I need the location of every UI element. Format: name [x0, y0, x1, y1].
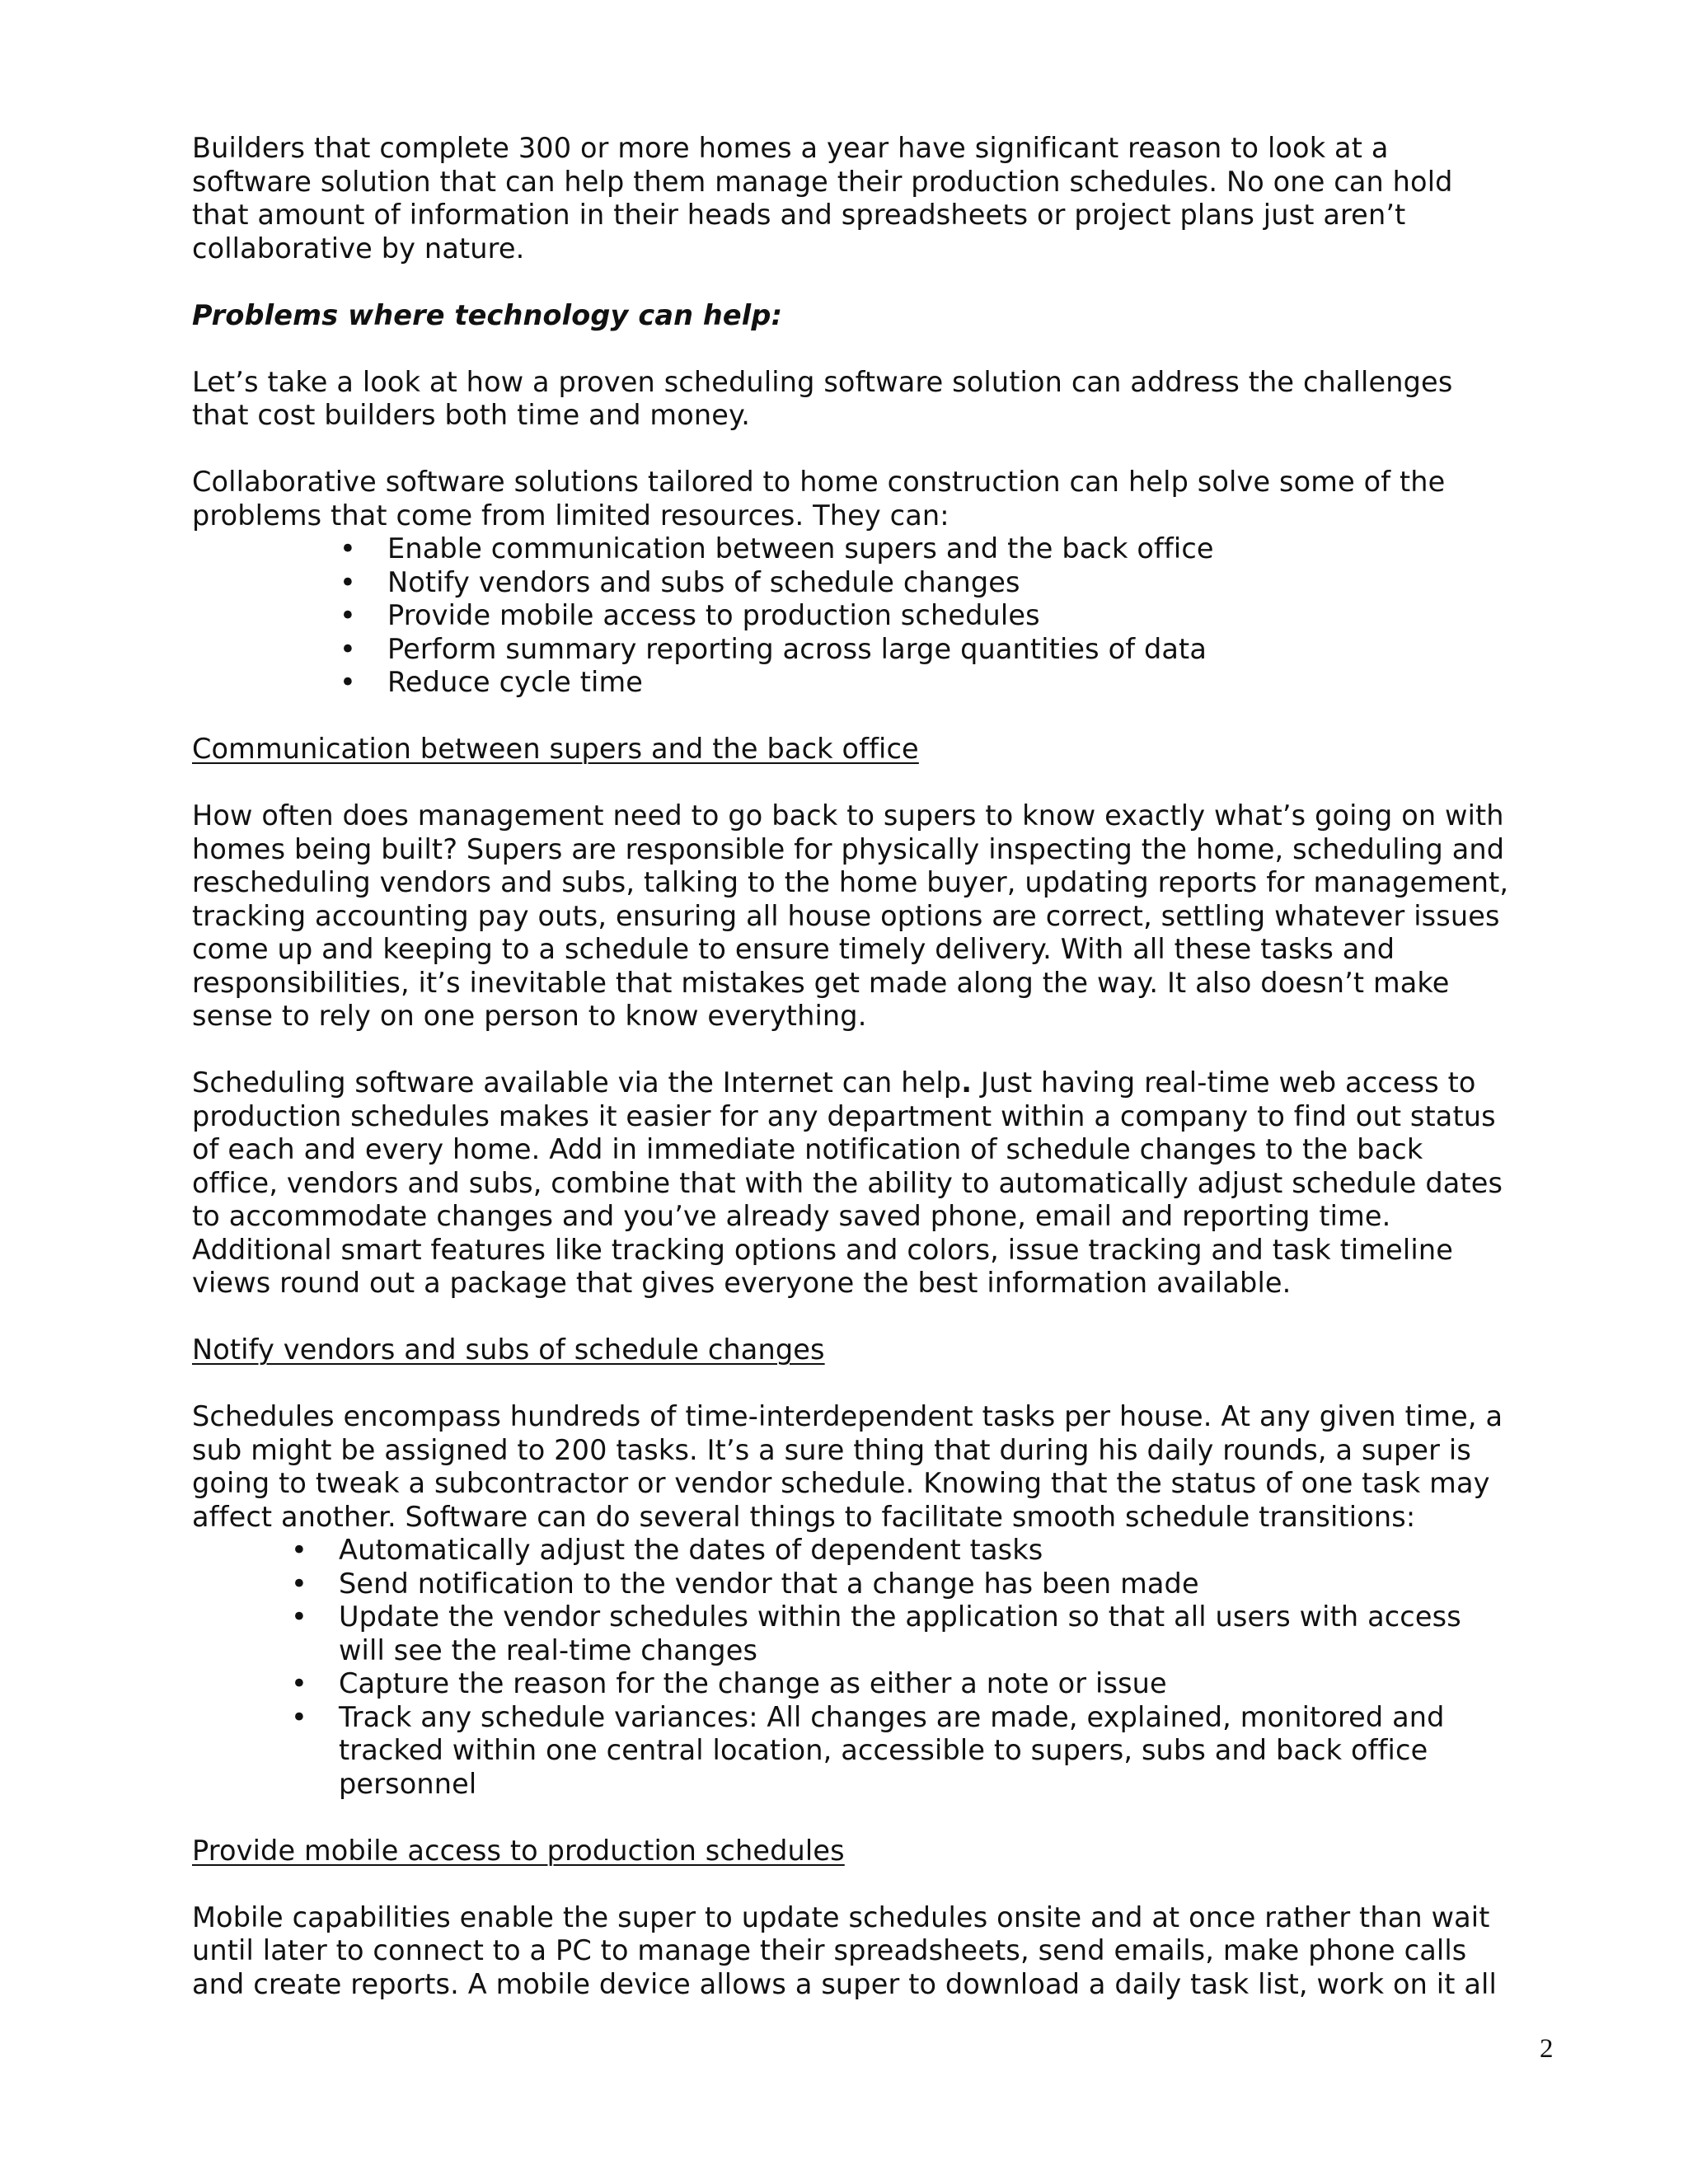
- subheading-notify: Notify vendors and subs of schedule changes: [192, 1333, 825, 1366]
- subheading-communication: Communication between supers and the back office: [192, 733, 919, 765]
- list-item-text: Enable communication between supers and the back office: [387, 532, 1214, 565]
- intro-paragraph: Builders that complete 300 or more homes a year have significant reason to look at a software solution that can help them manage their production schedules. No one can hold that amount of information in their heads and spreadsheets or project plans just aren’t collaborative by nature.: [192, 132, 1453, 265]
- list-item-text: Capture the reason for the change as either a note or issue: [339, 1667, 1167, 1699]
- list-item-text: Reduce cycle time: [387, 666, 644, 698]
- list-item: [340, 666, 1511, 700]
- bullet-icon: •: [340, 632, 356, 665]
- paragraph-communication-1: How often does management need to go back to supers to know exactly what’s going on with homes being built? Supers are responsible for physically inspecting the home, scheduling and rescheduling vendors and subs, talking to the home buyer, updating reports for management, tracking accounting pay outs, ensuring all house options are correct, settling whatever issues come up and keeping to a schedule to ensure timely delivery. With all these tasks and responsibilities, it’s inevitable that mistakes get made along the way. It also doesn’t make sense to rely on one person to know everything.: [192, 799, 1509, 1032]
- paragraph-notify: Schedules encompass hundreds of time-interdependent tasks per house. At any given time, a sub might be assigned to 200 tasks. It’s a sure thing that during his daily rounds, a super is going to tweak a subcontractor or vendor schedule. Knowing that the status of one task may affect another. Software can do several things to facilitate smooth schedule transitions:: [192, 1400, 1503, 1533]
- list-item-text: Send notification to the vendor that a change has been made: [339, 1567, 1199, 1600]
- page-body: [192, 132, 1511, 2001]
- list-item: [291, 1700, 1511, 1802]
- list-item-text: Track any schedule variances: All changes are made, explained, monitored and tracked within one central location, accessible to supers, subs and back office personnel: [339, 1700, 1445, 1800]
- list-item-text: Provide mobile access to production schedules: [387, 599, 1040, 631]
- list-item-text: Automatically adjust the dates of dependent tasks: [339, 1534, 1043, 1566]
- list-item: [291, 1667, 1511, 1701]
- bullet-icon: •: [291, 1601, 307, 1633]
- bullet-icon: •: [340, 599, 356, 631]
- list-item: [291, 1601, 1511, 1667]
- page-number: 2: [1540, 2034, 1554, 2064]
- list-item-text: Notify vendors and subs of schedule changes: [387, 565, 1020, 598]
- bullet-icon: •: [291, 1667, 307, 1699]
- list-item-text: Update the vendor schedules within the application so that all users with access will see the real-time changes: [339, 1601, 1461, 1666]
- capabilities-list: [192, 532, 1511, 700]
- bullet-icon: •: [340, 565, 356, 598]
- paragraph-mobile: Mobile capabilities enable the super to update schedules onsite and at once rather than wait until later to connect to a PC to manage their spreadsheets, send emails, make phone calls and create reports. A mobile device allows a super to download a daily task list, work on it all: [192, 1900, 1497, 2000]
- paragraph-communication-2-bold: .: [961, 1066, 973, 1099]
- list-item-text: Perform summary reporting across large quantities of data: [387, 632, 1207, 665]
- paragraph-collaborative: Collaborative software solutions tailored to home construction can help solve some of the problems that come from limited resources. They can:: [192, 466, 1446, 532]
- bullet-icon: •: [291, 1700, 307, 1733]
- paragraph-lets-look: Let’s take a look at how a proven scheduling software solution can address the challenges that cost builders both time and money.: [192, 365, 1453, 431]
- bullet-icon: •: [291, 1534, 307, 1566]
- bullet-icon: •: [340, 666, 356, 698]
- bullet-icon: •: [291, 1567, 307, 1600]
- paragraph-communication-2: [192, 1066, 1511, 1301]
- paragraph-communication-2-rest: Just having real-time web access to production schedules makes it easier for any department within a company to find out status of each and every home. Add in immediate notification of schedule changes to the back office, vendors and subs, combine that with the ability to automatically adjust schedule dates to accommodate changes and you’ve already saved phone, email and reporting time. Additional smart features like tracking options and colors, issue tracking and task timeline views round out a package that gives everyone the best information available.: [192, 1066, 1503, 1299]
- list-item: [340, 532, 1511, 566]
- list-item: [340, 632, 1511, 667]
- list-item: [291, 1534, 1511, 1568]
- list-item: [340, 565, 1511, 600]
- bullet-icon: •: [340, 532, 356, 565]
- list-item: [340, 599, 1511, 633]
- paragraph-communication-2-start: Scheduling software available via the Internet can help: [192, 1066, 962, 1099]
- subheading-mobile: Provide mobile access to production schedules: [192, 1834, 845, 1867]
- notify-list: [192, 1534, 1511, 1801]
- section-heading: Problems where technology can help:: [192, 298, 783, 331]
- list-item: [291, 1567, 1511, 1601]
